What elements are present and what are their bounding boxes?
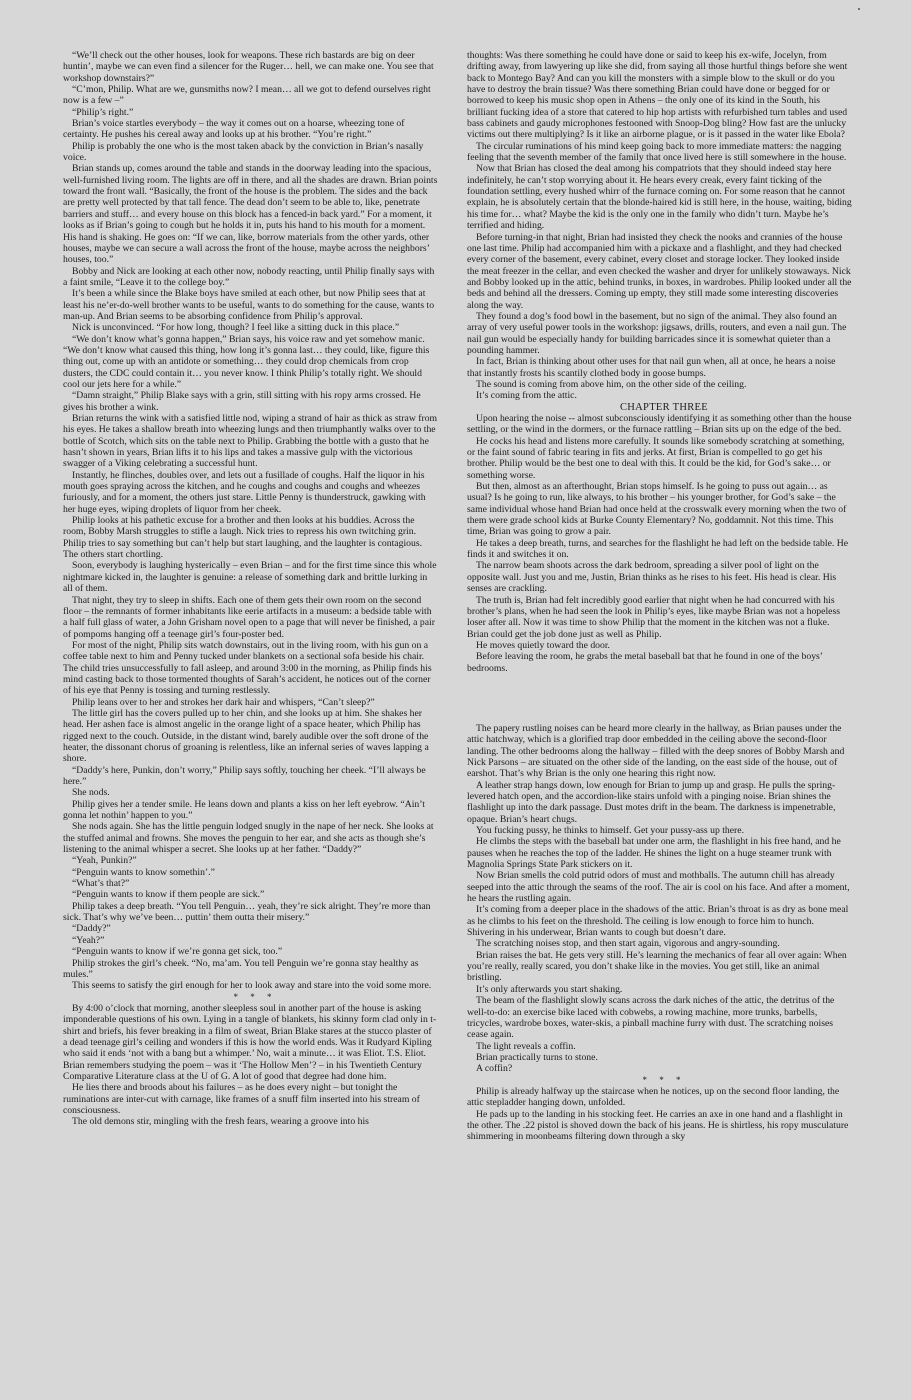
- paragraph: She nods again. She has the little penguin lodged snugly in the nape of her neck. She looks at the stuffed animal and frowns. She moves the penguin to her ear, and she acts as though she’s listening to the animal whisper a secret. She looks up at her father. “Daddy?”: [63, 821, 434, 856]
- paragraph: The narrow beam shoots across the dark bedroom, spreading a silver pool of light on the opposite wall. Just you and me, Justin, Brian thinks as he rises to his feet. His head is clear. His senses are crackling.: [467, 560, 837, 595]
- paragraph: It’s only afterwards you start shaking.: [476, 983, 623, 995]
- paragraph: “Daddy?”: [72, 923, 111, 935]
- paragraph: But then, almost as an afterthought, Brian stops himself. Is he going to puss out again… as usual? Is he going to run, like always, to his brother – his younger brother, for God’s sake – the same individual whose hand Brian had once held at the crosswalk every morning when the two of them were grade school kids at Burke County Elementary? No, goddamnit. Not this time. This time, Brian was going to grow a pair.: [467, 481, 847, 538]
- paragraph: Instantly, he flinches, doubles over, and lets out a fusillade of coughs. Half the liquor in his mouth goes spraying across the kitchen, and he coughs and coughs and coughs and wheezes furiously, and for a moment, the others just stare. Little Penny is thunderstruck, gawking with her huge eyes, wiping droplets of liquor from her cheek.: [63, 469, 426, 515]
- paragraph: For most of the night, Philip sits watch downstairs, out in the living room, with his gun on a coffee table next to him and Penny tucked under blankets on a sectional sofa beside his chair. The child tries unsuccessfully to fall asleep, and around 3:00 in the morning, as Philip finds his mind casting back to those tormented thoughts of Sarah’s accident, he notices out of the corner of his eye that Penny is tossing and turning restlessly.: [63, 639, 432, 697]
- paragraph: thoughts: Was there something he could have done or said to keep his ex-wife, Jocelyn, from drifting away, from lawyering up like she did, from saying all those hurtful things before she went back to Montego Bay? And can you kill the monsters with a simple blow to the skull or do you have to destroy the brain tissue? Was there something Brian could have done or begged for or borrowed to keep his music shop open in Athens – the only one of its kind in the South, his brilliant fucking idea of a store that catered to hip hop artists with refurbished turn tables and used bass cabinets and gaudy microphones festooned with Snoop-Dog bling? How fast are the unlucky victims out there multiplying? Is it like an airborne plague, or is it passed in the water like Ebola?: [467, 50, 848, 141]
- paragraph: “We’ll check out the other houses, look for weapons. These rich bastards are big on deer huntin’, maybe we can even find a silencer for the Ruger… hell, we can make one. You see that workshop downstairs?”: [63, 50, 434, 84]
- paragraph: “Damn straight,” Philip Blake says with a grin, still sitting with his ropy arms crossed. He gives his brother a wink.: [63, 390, 421, 413]
- paragraph: That night, they try to sleep in shifts. Each one of them gets their own room on the second floor – the remnants of former inhabitants like eerie artifacts in a museum: a bedside table with a half full glass of water, a John Grisham novel open to a page that will never be finished, a pair of pompoms hanging off a teenage girl’s four-poster bed.: [63, 594, 435, 640]
- left-column: [63, 50, 438, 1128]
- paragraph: Brian stands up, comes around the table and stands in the doorway leading into the spacious, well-furnished living room. The lights are off in there, and all the shades are drawn. Brian points toward the front wall. “Basically, the front of the house is the problem. The sides and the back are pretty well protected by that tall fence. The dead don’t seem to be able to, like, penetrate barriers and stuff… and every house on this block has a fenced-in back yard.” For a moment, it looks as if Brian’s going to cough but he holds it in, puts his hand to his mouth for a moment. His hand is shaking. He goes on: “If we can, like, borrow materials from the other yards, other houses, maybe we can secure a wall across the front of the house, maybe across the neighbors’ houses, too.”: [63, 163, 438, 266]
- right-column: [467, 50, 852, 1143]
- scene-break-2: * * *: [642, 1074, 686, 1085]
- paragraph: Brian returns the wink with a satisfied little nod, wiping a strand of hair as thick as straw from his eyes. He takes a shallow breath into wheezing lungs and then triumphantly walks over to the bottle of Scotch, which sits on the table next to Philip. Grabbing the bottle with a gusto that he hasn’t shown in years, Brian lifts it to his lips and takes a massive gulp with the victorious swagger of a Viking celebrating a successful hunt.: [63, 413, 438, 470]
- paragraph: Now Brian smells the cold putrid odors of must and mothballs. The autumn chill has already seeped into the attic through the seams of the roof. The air is cool on his face. And after a moment, he hears the rustling again.: [467, 870, 850, 905]
- paragraph: He takes a deep breath, turns, and searches for the flashlight he had left on the bedside table. He finds it and switches it on.: [467, 537, 849, 561]
- paragraph: A leather strap hangs down, low enough for Brian to jump up and grasp. He pulls the spring-levered hatch open, and the accordion-like stairs unfold with a pinging noise. Brian shines the flashlight up into the dark passage. Dust motes drift in the beam. The darkness is impenetrable, opaque. Brian’s heart chugs.: [467, 779, 836, 825]
- paragraph: Philip takes a deep breath. “You tell Penguin… yeah, they’re sick alright. They’re more than sick. That’s why we’ve been… puttin’ them outta their misery.”: [63, 900, 431, 924]
- paragraph: “C’mon, Philip. What are we, gunsmiths now? I mean… all we got to defend ourselves right now is a few –”: [63, 84, 431, 107]
- paragraph: The beam of the flashlight slowly scans across the dark niches of the attic, the detritus of the well-to-do: an exercise bike laced with cobwebs, a rowing machine, more trunks, barbells, tricycles, wardrobe boxes, water-skis, a pinball machine furry with dust. The scratching noises cease again.: [467, 995, 835, 1041]
- paragraph: The truth is, Brian had felt incredibly good earlier that night when he had concurred with his brother’s plans, when he had seen the look in Philip’s eyes, like maybe Brian was not a hopeless loser after all. Now it was time to show Philip that the moment in the kitchen was not a fluke. Brian could get the job done just as well as Philip.: [467, 594, 840, 640]
- paragraph: They found a dog’s food bowl in the basement, but no sign of the animal. They also found an array of very useful power tools in the workshop: jigsaws, drills, routers, and even a nail gun. The nail gun would be especially handy for building barricades since it is somewhat quieter than a pounding hammer.: [467, 310, 847, 356]
- paragraph: “Penguin wants to know if we’re gonna get sick, too.”: [72, 946, 283, 958]
- paragraph: He pads up to the landing in his stocking feet. He carries an axe in one hand and a flashlight in the other. The .22 pistol is shoved down the back of his jeans. He is shirtless, his ropy musculature shimmering in moonbeams filtering down through a sky: [467, 1108, 849, 1143]
- paragraph: This seems to satisfy the girl enough for her to look away and stare into the void some more.: [72, 980, 432, 992]
- paragraph: “Philip’s right.”: [72, 106, 134, 118]
- paragraph: Philip is already halfway up the staircase when he notices, up on the second floor landing, the attic stepladder hanging down, unfolded.: [467, 1085, 840, 1109]
- paragraph: Upon hearing the noise -- almost subconsciously identifying it as something other than the house settling, or the wind in the dormers, or the furnace rattling – Brian sits up on the edge of the bed.: [467, 413, 852, 436]
- paragraph: The light reveals a coffin.: [476, 1040, 576, 1052]
- right-column-text: [467, 50, 852, 402]
- paragraph: Philip looks at his pathetic excuse for a brother and then looks at his buddies. Across the room, Bobby Marsh struggles to stifle a laugh. Nick tries to repress his own twitching grin. Philip tries to say something but can’t help but start laughing, and the laughter is contagious. The others start chortling.: [63, 515, 423, 561]
- paragraph: “Yeah, Punkin?”: [72, 855, 137, 867]
- paragraph: In fact, Brian is thinking about other uses for that nail gun when, all at once, he hears a noise that instantly frosts his scantily clothed body in goose bumps.: [467, 356, 836, 379]
- paragraph: Soon, everybody is laughing hysterically – even Brian – and for the first time since this whole nightmare kicked in, the laughter is genuine: a release of something dark and brittle lurking in all of them.: [63, 560, 437, 595]
- paragraph: He cocks his head and listens more carefully. It sounds like somebody scratching at something, or the faint sound of fabric tearing in fits and jerks. At first, Brian is compelled to go get his brother. Philip would be the best one to deal with this. It could be the kid, for God’s sake… or something worse.: [467, 435, 845, 481]
- paragraph: He climbs the steps with the baseball bat under one arm, the flashlight in his free hand, and he pauses when he reaches the top of the ladder. He shines the light on a huge steamer trunk with Magnolia Springs State Park stickers on it.: [467, 836, 841, 871]
- print-speck: [858, 8, 860, 10]
- paragraph: By 4:00 o’clock that morning, another sleepless soul in another part of the house is asking imponderable questions of his own. Lying in a tangle of blankets, his skinny form clad only in t-shirt and briefs, his fever breaking in a film of sweat, Brian Blake stares at the stucco plaster of a dead teenage girl’s ceiling and wonders if this is how the world ends. Was it Rudyard Kipling who said it ends ‘not with a bang but a whimper.’ No, wait a minute… it was Eliot. T.S. Eliot. Brian remembers studying the poem – was it ‘The Hollow Men’? – in his Twentieth Century Comparative Literature class at the U of G. A lot of good that degree had done him.: [63, 1002, 437, 1082]
- paragraph: “What’s that?”: [72, 878, 130, 890]
- paragraph: The little girl has the covers pulled up to her chin, and she looks up at him. She shakes her head. Her ashen face is almost angelic in the orange light of a space heater, which Philip has rigged next to the couch. Outside, in the distant wind, barely audible over the soft drone of the heater, the dissonant chorus of groaning is relentless, like an infernal series of waves lapping a shore.: [63, 707, 429, 765]
- chapter-text: [467, 413, 852, 674]
- paragraph: Bobby and Nick are looking at each other now, nobody reacting, until Philip finally says with a faint smile, “Leave it to the college boy.”: [63, 265, 435, 288]
- paragraph: “Penguin wants to know somethin’.”: [72, 866, 215, 878]
- paragraph: Nick is unconvinced. “For how long, though? I feel like a sitting duck in this place.”: [72, 322, 400, 334]
- chapter-heading: CHAPTER THREE: [619, 401, 708, 413]
- paragraph: Philip gives her a tender smile. He leans down and plants a kiss on her left eyebrow. “Ain’t gonna let nothin’ happen to you.”: [63, 798, 425, 822]
- paragraph: “Yeah?”: [72, 934, 105, 946]
- paragraph: Brian’s voice startles everybody – the way it comes out on a hoarse, wheezing tone of certainty. He pushes his cereal away and looks up at his brother. “You’re right.”: [63, 118, 405, 141]
- paragraph: Brian raises the bat. He gets very still. He’s learning the mechanics of fear all over again: When you’re really, really scared, you don’t shake like in the movies. You get still, like an animal bristling.: [467, 949, 847, 984]
- paragraph: The old demons stir, mingling with the fresh fears, wearing a groove into his: [72, 1116, 369, 1128]
- right-column-text-after-gap: [467, 723, 852, 1075]
- right-column-final-text: [467, 1086, 852, 1143]
- section-gap: [467, 674, 852, 723]
- paragraph: She nods.: [72, 787, 110, 799]
- paragraph: A coffin?: [476, 1063, 513, 1075]
- paragraph: It’s been a while since the Blake boys have smiled at each other, but now Philip sees that at least his ne’er-do-well brother wants to be useful, wants to do something for the cause, wants to man-up. And Brian seems to be absorbing confidence from Philip’s approval.: [63, 288, 435, 322]
- paragraph: It’s coming from the attic.: [476, 390, 577, 402]
- paragraph: He moves quietly toward the door.: [476, 639, 610, 651]
- left-column-text: [63, 50, 438, 992]
- paragraph: Brian practically turns to stone.: [476, 1051, 598, 1063]
- paragraph: He lies there and broods about his failures – as he does every night – but tonight the ruminations are inter-cut with carnage, like frames of a snuff film inserted into his stream of consciousness.: [63, 1082, 420, 1116]
- paragraph: “We don’t know what’s gonna happen,” Brian says, his voice raw and yet somehow manic. “We don’t know what caused this thing, how long it’s gonna last… they could, like, figure this thing out, come up with an antidote or something… they could drop chemicals from crop dusters, the CDC could contain it… you never know. I think Philip’s totally right. We should cool our jets here for a while.”: [63, 333, 430, 390]
- paragraph: Philip leans over to her and strokes her dark hair and whispers, “Can’t sleep?”: [72, 696, 375, 708]
- paragraph: The scratching noises stop, and then start again, vigorous and angry-sounding.: [476, 938, 780, 950]
- paragraph: Philip is probably the one who is the most taken aback by the conviction in Brian’s nasally voice.: [63, 140, 424, 164]
- paragraph: Before turning-in that night, Brian had insisted they check the nooks and crannies of the house one last time. Philip had accompanied him with a pickaxe and a flashlight, and they had checked every corner of the basement, every cabinet, every closet and storage locker. They looked inside the meat freezer in the cellar, and even checked the washer and dryer for unlikely stowaways. Nick and Bobby looked up in the attic, behind trunks, in boxes, in wardrobes. Philip looked under all the beds and behind all the dressers. Coming up empty, they still made some interesting discoveries along the way.: [467, 231, 852, 311]
- paragraph: Now that Brian has closed the deal among his compatriots that they should indeed stay here indefinitely, he can’t stop worrying about it. He hears every creak, every faint ticking of the foundation settling, every hushed whirr of the furnace coming on. For some reason that he cannot explain, he is absolutely certain that the blonde-haired kid is still here, in the house, waiting, biding his time for… what? Maybe the kid is the only one in the family who didn’t turn. Maybe he’s terrified and hiding.: [467, 163, 852, 232]
- left-column-text-after-break: [63, 1003, 438, 1128]
- paragraph: The sound is coming from above him, on the other side of the ceiling.: [476, 378, 747, 390]
- scene-break: * * *: [233, 991, 277, 1002]
- paragraph: You fucking pussy, he thinks to himself. Get your pussy-ass up there.: [476, 825, 745, 836]
- paragraph: The papery rustling noises can be heard more clearly in the hallway, as Brian pauses under the attic hatchway, which is a glorified trap door embedded in the ceiling above the second-floor landing. The other bedrooms along the hallway – filled with the deep snores of Bobby Marsh and Nick Parsons – are situated on the other side of the landing, on the east side of the house, out of earshot. That’s why Brian is the only one hearing this right now.: [467, 722, 845, 780]
- paragraph: Before leaving the room, he grabs the metal baseball bat that he found in one of the boys’ bedrooms.: [467, 651, 823, 674]
- paragraph: The circular ruminations of his mind keep going back to more immediate matters: the nagging feeling that the seventh member of the family that once lived here is still somewhere in the house.: [467, 140, 847, 164]
- paragraph: Philip strokes the girl’s cheek. “No, ma’am. You tell Penguin we’re gonna stay healthy as mules.”: [63, 957, 419, 980]
- paragraph: “Penguin wants to know if them people are sick.”: [72, 889, 265, 901]
- paragraph: It’s coming from a deeper place in the shadows of the attic. Brian’s throat is as dry as bone meal as he climbs to his feet on the threshold. The ceiling is low enough to force him to hunch. Shivering in his underwear, Brian wants to cough but doesn’t dare.: [467, 904, 849, 939]
- paragraph: “Daddy’s here, Punkin, don’t worry,” Philip says softly, touching her cheek. “I’ll always be here.”: [63, 764, 426, 787]
